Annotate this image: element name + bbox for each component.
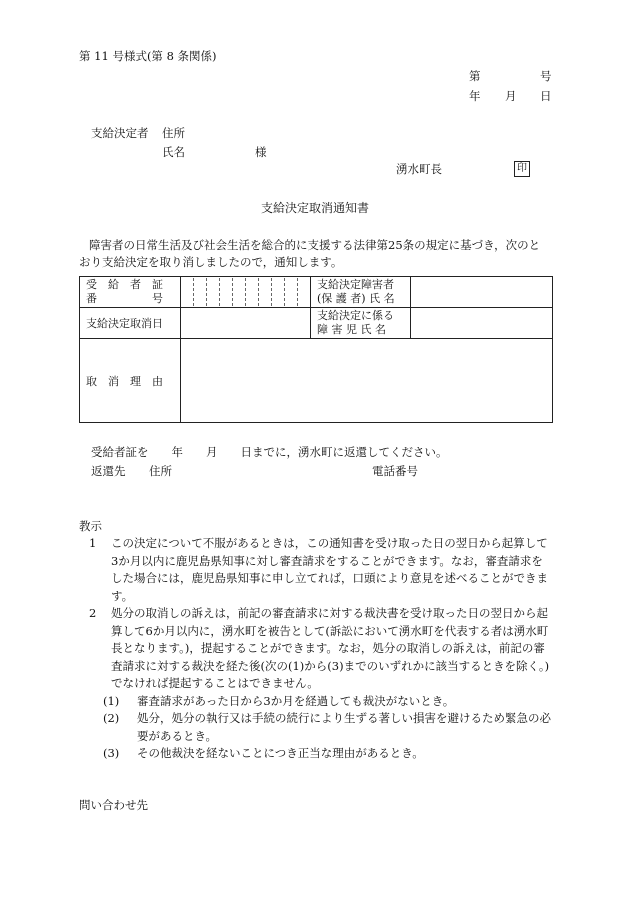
body-text: 障害者の日常生活及び社会生活を総合的に支援する法律第25条の規定に基づき，次のとおり支給決定を取り消しましたので，通知します。	[79, 238, 541, 269]
return-phone-label: 電話番号	[372, 464, 418, 478]
cancel-date-label: 支給決定取消日	[80, 308, 181, 339]
issuer-title: 湧水町長	[396, 162, 442, 176]
contact-label: 問い合わせ先	[79, 798, 148, 812]
return-address-label: 住所	[149, 464, 172, 478]
instruction-list	[79, 535, 552, 763]
instruction-item-number: 1	[89, 536, 97, 550]
recipient-honorific: 様	[255, 145, 267, 159]
instruction-sub-item	[79, 693, 552, 711]
instruction-sub-item	[79, 710, 552, 745]
date-year-label: 年	[469, 89, 481, 103]
instruction-sub-item-number: (1)	[103, 693, 120, 708]
instruction-heading: 教示	[79, 519, 102, 533]
instruction-sub-item-text: 審査請求があった日から3か月を経過しても裁決がないとき。	[137, 693, 455, 708]
instruction-item	[79, 605, 552, 693]
info-table	[79, 276, 553, 423]
instruction-item-text: この決定について不服があるときは，この通知書を受け取った日の翌日から起算して3か月以内に鹿児島県知事に対し審査請求をすることができます。なお，審査請求をした場合には，鹿児島県知事に申し立てれば，口頭により意見を述べることができます。	[111, 536, 548, 603]
decided-person-label-line1: 支給決定障害者	[317, 278, 394, 291]
date-day-label: 日	[540, 89, 552, 103]
recipient-label: 支給決定者	[91, 126, 149, 140]
cert-number-boxes	[181, 277, 311, 308]
child-name-value	[411, 308, 553, 339]
instruction-sub-item	[79, 745, 552, 763]
cert-number-label	[80, 277, 181, 308]
decided-person-label-line2: (保 護 者) 氏 名	[317, 292, 395, 305]
recipient-name-label: 氏名	[162, 145, 185, 159]
instruction-sub-item-text: その他裁決を経ないことにつき正当な理由があるとき。	[137, 746, 424, 760]
instruction-sub-item-number: (2)	[103, 711, 120, 725]
document-number-suffix: 号	[540, 69, 552, 83]
instruction-item-text: 処分の取消しの訴えは，前記の審査請求に対する裁決書を受け取った日の翌日から起算して6か月以内に，湧水町を被告として(訴訟において湧水町を代表する者は湧水町長となります。)，提起することができます。なお，処分の取消しの訴えは，前記の審査請求に対する裁決を経た後(次の(1)から(3)までのいずれかに該当するときを除く。)でなければ提起することはできません。	[111, 606, 550, 690]
date-month-label: 月	[505, 89, 517, 103]
child-name-label-line2: 障 害 児 氏 名	[317, 323, 386, 336]
return-notice: 受給者証を 年 月 日までに，湧水町に返還してください。	[91, 445, 448, 459]
decided-person-label	[311, 277, 411, 308]
reason-label: 取 消 理 由	[80, 339, 181, 423]
reason-value	[181, 339, 553, 423]
instruction-sub-item-number: (3)	[103, 746, 120, 760]
seal-stamp: 印	[514, 161, 530, 177]
instruction-item-number: 2	[89, 606, 97, 620]
instruction-item	[79, 535, 552, 605]
return-destination-label: 返還先	[91, 464, 126, 478]
decided-person-value	[411, 277, 553, 308]
document-title: 支給決定取消通知書	[261, 201, 370, 215]
child-name-label	[311, 308, 411, 339]
cert-number-label-line1: 受 給 者 証	[86, 278, 163, 291]
document-number-label: 第	[469, 69, 481, 83]
cancel-date-value	[181, 308, 311, 339]
form-number: 第 11 号様式(第 8 条関係)	[79, 49, 217, 63]
cert-number-label-line2: 番 号	[86, 292, 163, 305]
instruction-sub-item-text: 処分，処分の執行又は手続の続行により生ずる著しい損害を避けるため緊急の必要があるとき。	[137, 711, 551, 743]
child-name-label-line1: 支給決定に係る	[317, 309, 394, 322]
recipient-address-label: 住所	[162, 126, 185, 140]
